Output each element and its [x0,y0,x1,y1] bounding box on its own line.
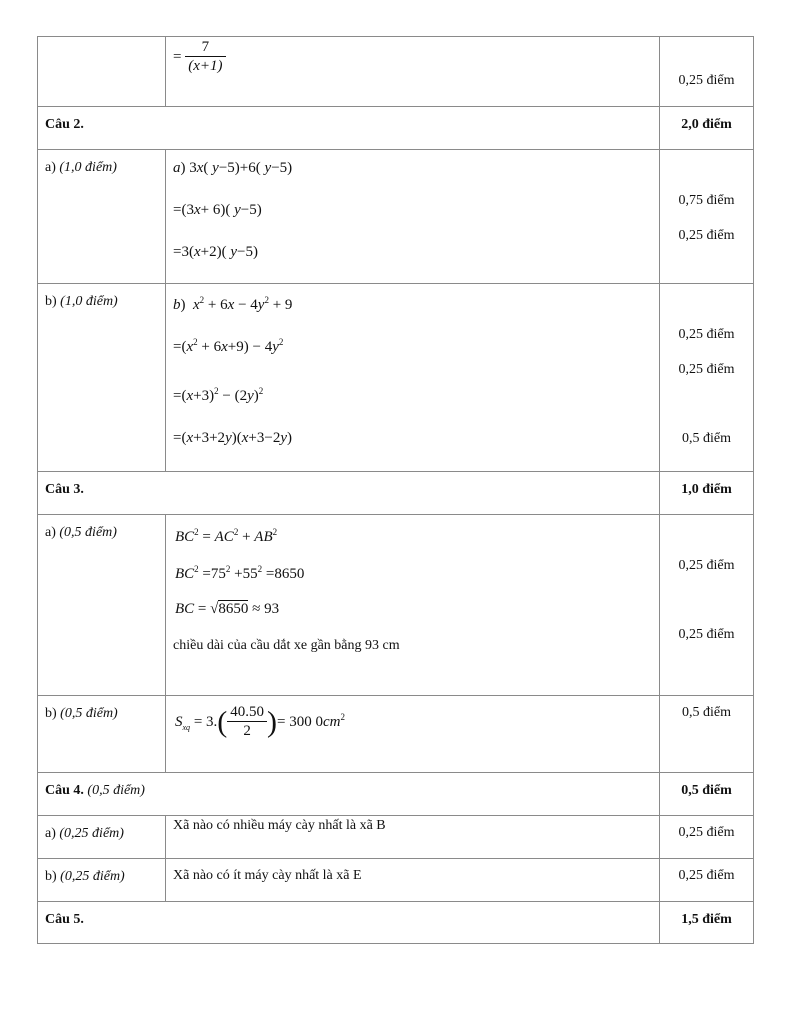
score-cell [660,284,753,471]
section-row [38,472,753,515]
score-cell [660,696,753,772]
table-row [38,37,753,107]
section-row [38,773,753,816]
answer-text: Xã nào có nhiều máy cày nhất là xã B [173,818,386,833]
table-row [38,284,753,472]
score-text: 0,25 điểm [678,825,735,840]
label-cell [38,284,166,471]
section-row [38,902,753,944]
label-cell [38,816,166,858]
math-line: $BC^2 =75^2 +55^2 =8650$ [175,564,305,582]
section-title: Câu 2. [45,117,84,132]
score-text: 0,25 điểm [678,627,735,642]
section-score: 1,5 điểm [681,912,732,927]
label-cell [38,150,166,283]
score-cell [660,816,753,858]
label-cell [38,37,166,106]
math-line: b) $x^2 + 6x - 4y^2 + 9$ [173,295,293,313]
label-cell [38,859,166,901]
fraction: $\frac{7}{(x+1)}$ [185,39,225,76]
score-cell [660,37,753,106]
math-line: $BC^2 = AC^2 + AB^2$ [175,527,278,545]
solution-cell [166,37,660,106]
solution-cell [166,816,660,858]
section-label-cell [38,902,660,944]
label-cell [38,515,166,695]
score-cell [660,107,753,149]
score-text: 0,25 điểm [678,228,735,243]
section-row [38,107,753,150]
score-cell [660,472,753,514]
section-score: 2,0 điểm [681,117,732,132]
solution-cell [166,150,660,283]
answer-text: Xã nào có ít máy cày nhất là xã E [173,868,362,883]
math-line: =(x+3+2y)(x+3−2y) [173,430,292,446]
math-line: =(3x+ 6)( y−5) [173,202,262,218]
table-row [38,696,753,773]
section-title: Câu 4. (0,5 điểm) [45,783,145,798]
score-text: 0,5 điểm [682,705,731,720]
section-score: 0,5 điểm [681,783,732,798]
score-cell [660,902,753,944]
solution-cell [166,284,660,471]
math-line: $S_{xq} = 3$.( $\frac{40.50}{2}$ )= 300 $0cm^2$ [175,704,345,739]
score-cell [660,515,753,695]
score-text: 0,5 điểm [682,431,731,446]
math-line: a) 3x( y−5)+6( y−5) [173,160,293,176]
table-row [38,816,753,859]
section-score: 1,0 điểm [681,482,732,497]
score-text: 0,25 điểm [678,558,735,573]
math-line: =3(x+2)( y−5) [173,244,258,260]
score-text: 0,75 điểm [678,193,735,208]
part-label: b) (0,5 điểm) [45,706,118,721]
part-label: b) (1,0 điểm) [45,294,118,309]
section-title: Câu 3. [45,482,84,497]
fraction: $\frac{40.50}{2}$ [227,704,267,741]
part-label: a) (1,0 điểm) [45,160,117,175]
score-text: 0,25 điểm [678,362,735,377]
conclusion-text: chiều dài của cầu dắt xe gần bằng 93 cm [173,638,400,653]
score-text: 0,25 điểm [678,327,735,342]
part-label: a) (0,25 điểm) [45,826,124,841]
math-line: $=(x^2 + 6x+9) - 4y^2$ [173,337,284,355]
score-cell [660,150,753,283]
solution-cell [166,859,660,901]
section-title: Câu 5. [45,912,84,927]
solution-cell [166,696,660,772]
grading-table [37,36,754,944]
table-row [38,515,753,696]
section-label-cell [38,107,660,149]
part-label: a) (0,5 điểm) [45,525,117,540]
section-label-cell [38,773,660,815]
label-cell [38,696,166,772]
part-label: b) (0,25 điểm) [45,869,125,884]
math-line: $=(x+3)^2 - (2y)^2$ [173,386,264,404]
solution-cell [166,515,660,695]
math-line: = $\frac{7}{(x+1)}$ [173,39,226,76]
score-cell [660,859,753,901]
section-label-cell [38,472,660,514]
score-text: 0,25 điểm [678,73,735,88]
math-line: BC = √8650 ≈ 93 [175,601,280,617]
score-text: 0,25 điểm [678,868,735,883]
table-row [38,859,753,902]
table-row [38,150,753,284]
score-cell [660,773,753,815]
